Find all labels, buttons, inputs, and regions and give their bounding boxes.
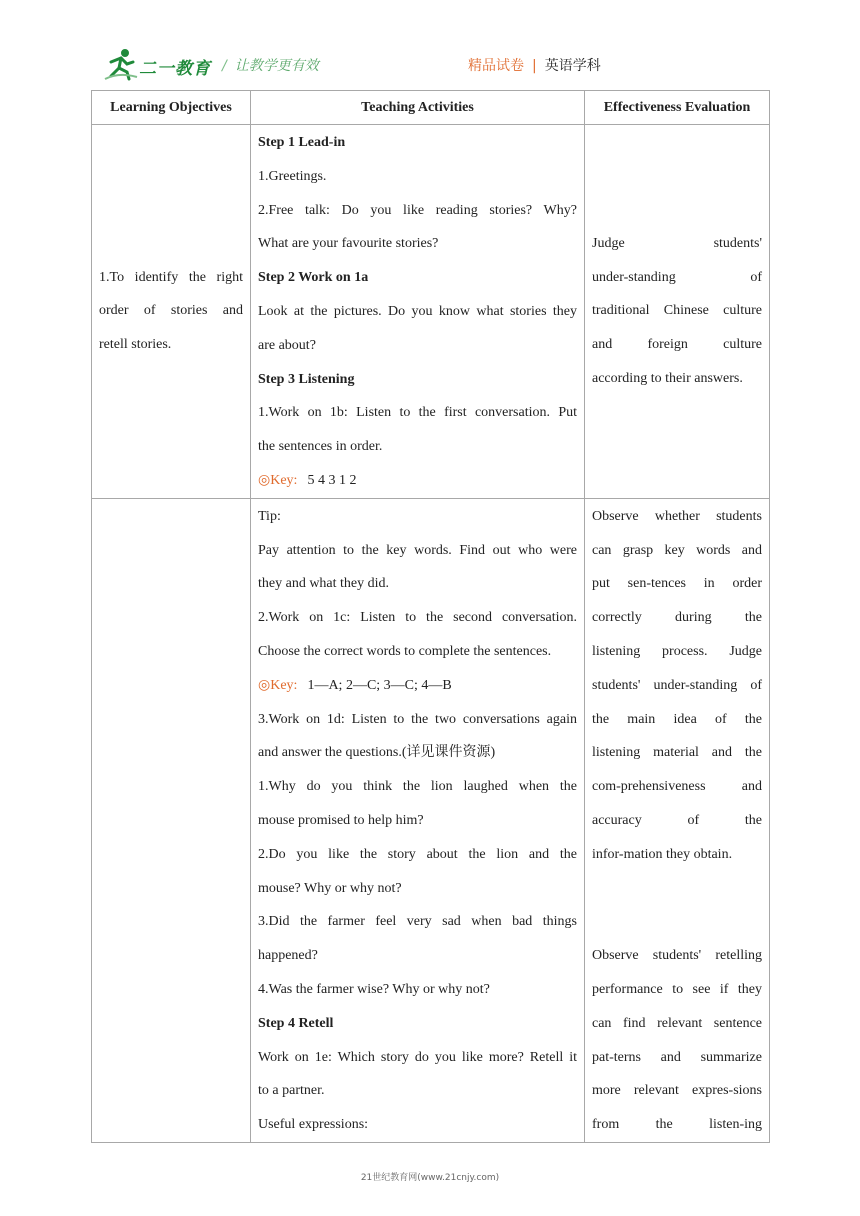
- objective-line: 1.To identify the right: [99, 269, 243, 285]
- evaluation-cell: [585, 498, 770, 1142]
- activity-line: Look at the pictures. Do you know what stories they: [258, 303, 577, 319]
- objective-cell: [92, 498, 251, 1142]
- activity-line: Useful expressions:: [258, 1117, 369, 1133]
- activity-line: they and what they did.: [258, 576, 390, 592]
- evaluation-line: listening process. Judge: [592, 643, 762, 659]
- logo-text: 二一教育: [139, 59, 211, 79]
- step-heading: Step 1 Lead-in: [258, 135, 346, 150]
- subject-label: 英语学科: [544, 58, 601, 74]
- slogan-text: 让教学更有效: [234, 58, 319, 74]
- activity-line: Choose the correct words to complete the sentences.: [258, 643, 552, 659]
- evaluation-cell: [585, 125, 770, 499]
- activity-line: 3.Work on 1d: Listen to the two conversations again: [258, 711, 577, 727]
- evaluation-line: correctly during the: [592, 610, 762, 626]
- activity-line: Work on 1e: Which story do you like more? Retell it: [258, 1049, 577, 1065]
- table-header-row: [92, 91, 770, 125]
- evaluation-line: performance to see if they: [592, 981, 762, 997]
- answer-key: [258, 464, 577, 498]
- evaluation-line: Judge students': [592, 235, 762, 251]
- key-label: ◎Key:: [258, 677, 298, 693]
- activity-line: 1.Work on 1b: Listen to the first conversation. Put: [258, 405, 577, 421]
- evaluation-line: from the listen-ing: [592, 1117, 762, 1133]
- evaluation-line: Observe students' retelling: [592, 948, 762, 964]
- key-value: 1—A; 2—C; 3—C; 4—B: [307, 677, 452, 693]
- activities-cell: [251, 125, 585, 499]
- evaluation-line: pat-terns and summarize: [592, 1049, 762, 1065]
- question-line: mouse? Why or why not?: [258, 880, 402, 896]
- evaluation-line: the main idea of the: [592, 711, 762, 727]
- evaluation-line: can grasp key words and: [592, 542, 762, 558]
- table-row: [92, 498, 770, 1142]
- activity-line: 2.Work on 1c: Listen to the second conversation.: [258, 610, 577, 626]
- question-line: 4.Was the farmer wise? Why or why not?: [258, 981, 490, 997]
- header-learning-objectives: Learning Objectives: [92, 91, 251, 125]
- activity-line: and answer the questions.(详见课件资源): [258, 745, 496, 761]
- header-teaching-activities: Teaching Activities: [251, 91, 585, 125]
- evaluation-spacer: [592, 872, 762, 940]
- runner-icon: [103, 46, 139, 82]
- evaluation-line: according to their answers.: [592, 371, 743, 387]
- evaluation-line: com-prehensiveness and: [592, 779, 762, 795]
- evaluation-line: traditional Chinese culture: [592, 303, 762, 319]
- objective-line: order of stories and: [99, 303, 243, 319]
- activity-line: What are your favourite stories?: [258, 236, 439, 252]
- activity-line: Pay attention to the key words. Find out who were: [258, 542, 577, 558]
- key-label: ◎Key:: [258, 472, 298, 488]
- question-line: happened?: [258, 948, 318, 964]
- activities-cell: [251, 498, 585, 1142]
- activity-line: 1.Greetings.: [258, 168, 327, 184]
- key-value: 5 4 3 1 2: [307, 472, 357, 488]
- question-line: 1.Why do you think the lion laughed when the: [258, 779, 577, 795]
- question-line: mouse promised to help him?: [258, 812, 424, 828]
- step-heading: Step 2 Work on 1a: [258, 270, 369, 286]
- evaluation-line: under-standing of: [592, 269, 762, 285]
- evaluation-line: can find relevant sentence: [592, 1015, 762, 1031]
- objective-line: retell stories.: [99, 337, 172, 353]
- evaluation-line: and foreign culture: [592, 337, 762, 353]
- evaluation-line: more relevant expres-sions: [592, 1083, 762, 1099]
- evaluation-line: put sen-tences in order: [592, 576, 762, 592]
- question-line: 2.Do you like the story about the lion and the: [258, 846, 577, 862]
- objective-cell: [92, 125, 251, 499]
- site-logo: [103, 46, 215, 82]
- quality-tag: 精品试卷: [468, 58, 524, 74]
- activity-line: 2.Free talk: Do you like reading stories? Why?: [258, 202, 577, 218]
- evaluation-line: infor-mation they obtain.: [592, 846, 733, 862]
- evaluation-line: accuracy of the: [592, 812, 762, 828]
- header-tags: [468, 55, 601, 75]
- evaluation-line: listening material and the: [592, 745, 762, 761]
- step-heading: Step 4 Retell: [258, 1015, 334, 1031]
- evaluation-line: Observe whether students: [592, 508, 762, 524]
- page-header: [0, 0, 860, 88]
- activity-line: the sentences in order.: [258, 439, 383, 455]
- activity-line: Tip:: [258, 508, 281, 524]
- question-line: 3.Did the farmer feel very sad when bad things: [258, 914, 577, 930]
- step-heading: Step 3 Listening: [258, 371, 355, 387]
- header-effectiveness-evaluation: Effectiveness Evaluation: [585, 91, 770, 125]
- slash-divider: /: [222, 58, 227, 74]
- slogan: [222, 55, 319, 75]
- activity-line: to a partner.: [258, 1083, 325, 1099]
- answer-key: [258, 669, 577, 703]
- tag-divider: |: [532, 58, 537, 74]
- table-row: [92, 125, 770, 499]
- activity-line: are about?: [258, 337, 316, 353]
- lesson-plan-table: [91, 90, 770, 1143]
- evaluation-line: students' under-standing of: [592, 677, 762, 693]
- page-footer: 21世纪教育网(www.21cnjy.com): [360, 1173, 500, 1183]
